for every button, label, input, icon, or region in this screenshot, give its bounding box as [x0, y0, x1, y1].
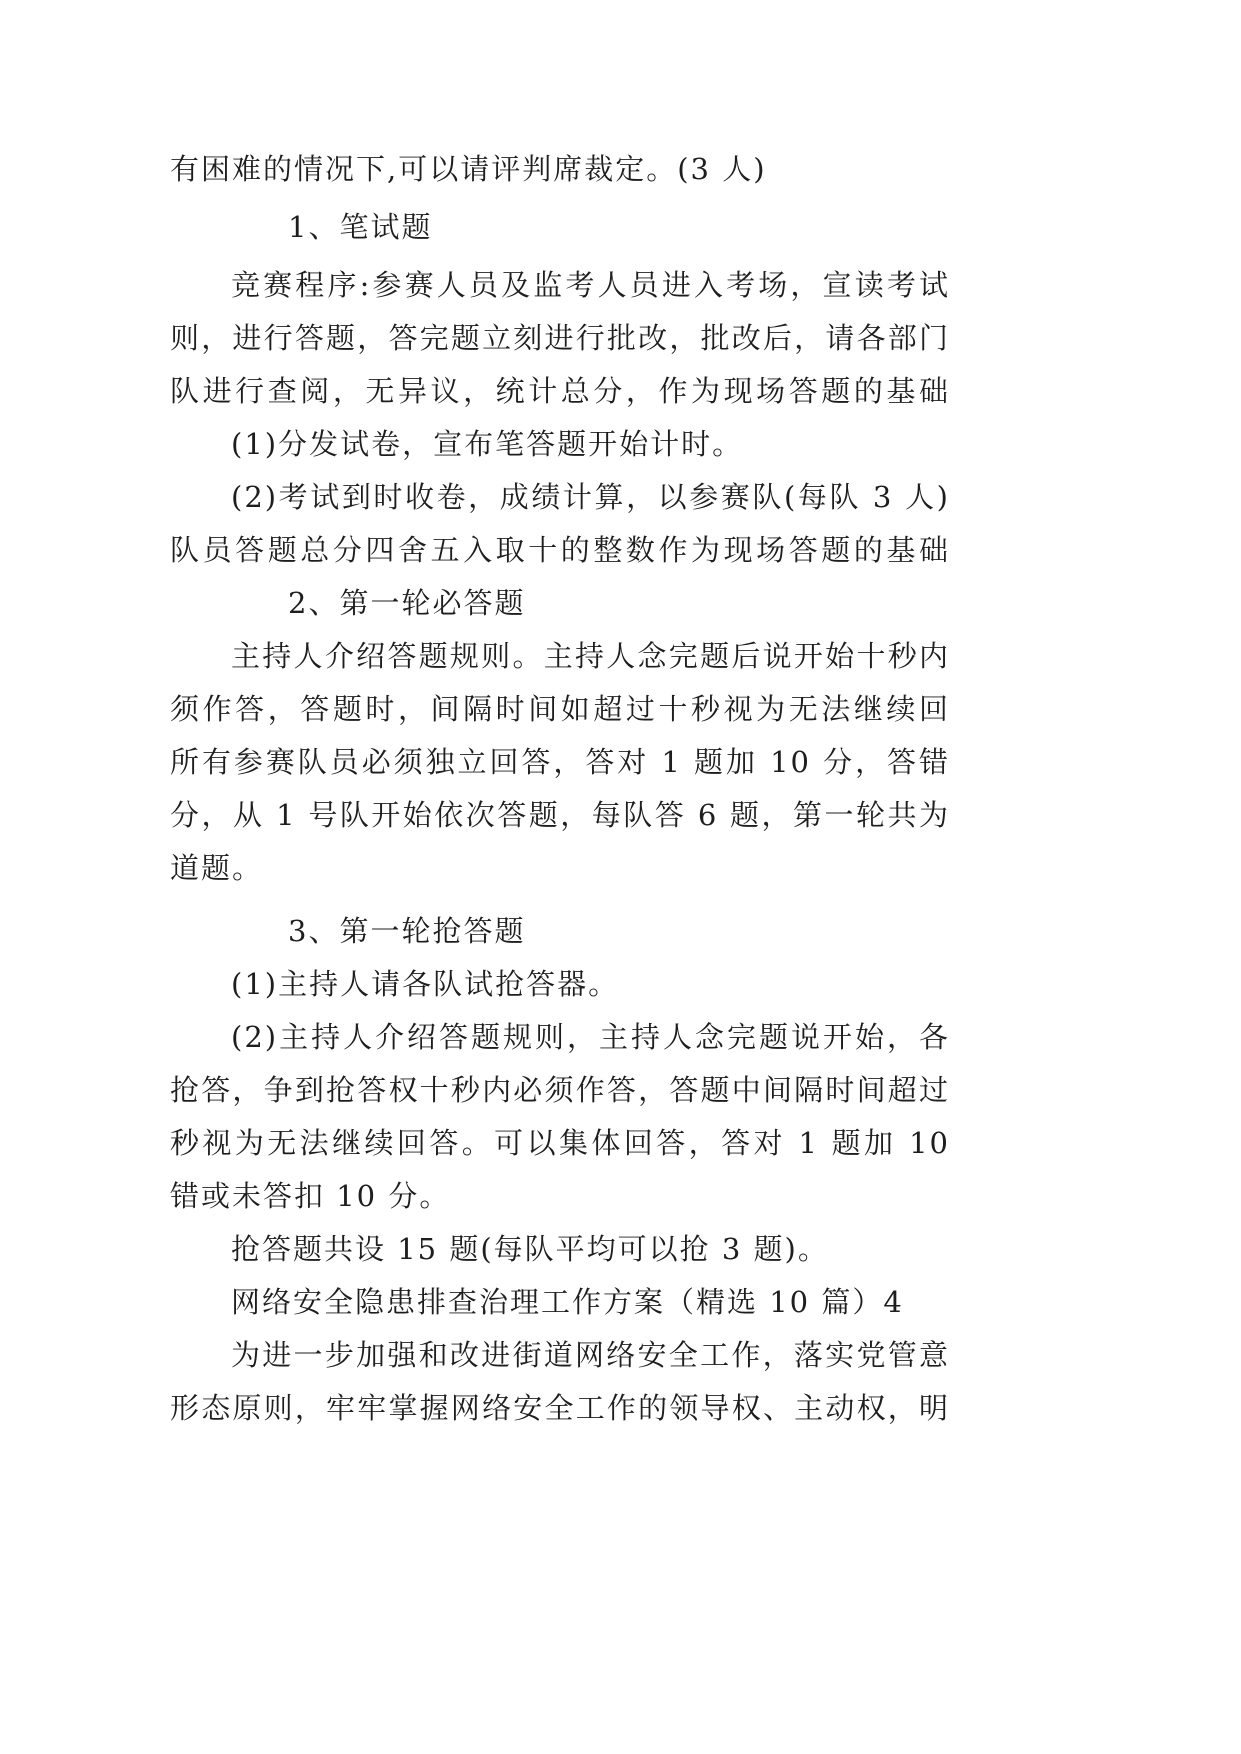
- text-line: 道题。: [170, 851, 264, 885]
- text-line: 竞赛程序:参赛人员及监考人员进入考场，宣读考试: [231, 268, 950, 302]
- section-heading-round-one-required: 2、第一轮必答题: [288, 586, 526, 620]
- text-line: 须作答，答题时，间隔时间如超过十秒视为无法继续回: [170, 692, 950, 726]
- text-line: (2)考试到时收卷，成绩计算，以参赛队(每队 3 人): [231, 480, 950, 514]
- text-line: 队员答题总分四舍五入取十的整数作为现场答题的基础: [170, 533, 950, 567]
- text-line: 为进一步加强和改进街道网络安全工作，落实党管意: [231, 1338, 950, 1372]
- text-line: (1)主持人请各队试抢答器。: [231, 967, 620, 1001]
- document-title-line: 网络安全隐患排查治理工作方案（精选 10 篇）4: [231, 1285, 904, 1319]
- text-line: 抢答题共设 15 题(每队平均可以抢 3 题)。: [231, 1232, 829, 1266]
- text-line: 分，从 1 号队开始依次答题，每队答 6 题，第一轮共为: [170, 798, 950, 832]
- text-line: 所有参赛队员必须独立回答，答对 1 题加 10 分，答错: [170, 745, 950, 779]
- section-heading-round-one-buzzer: 3、第一轮抢答题: [288, 914, 526, 948]
- section-heading-written-test: 1、笔试题: [288, 210, 433, 244]
- text-line: 有困难的情况下,可以请评判席裁定。(3 人): [170, 152, 767, 186]
- document-body: [170, 143, 950, 1435]
- text-line: 抢答，争到抢答权十秒内必须作答，答题中间隔时间超过: [170, 1073, 950, 1107]
- text-line: 形态原则，牢牢掌握网络安全工作的领导权、主动权，明: [170, 1391, 950, 1425]
- text-line: 队进行查阅，无异议，统计总分，作为现场答题的基础: [170, 374, 950, 408]
- text-line: 主持人介绍答题规则。主持人念完题后说开始十秒内: [231, 639, 950, 673]
- text-line: 秒视为无法继续回答。可以集体回答，答对 1 题加 10: [170, 1126, 950, 1160]
- text-line: (2)主持人介绍答题规则，主持人念完题说开始，各: [231, 1020, 950, 1054]
- text-line: 则，进行答题，答完题立刻进行批改，批改后，请各部门: [170, 321, 950, 355]
- text-line: (1)分发试卷，宣布笔答题开始计时。: [231, 427, 744, 461]
- text-line: 错或未答扣 10 分。: [170, 1179, 451, 1213]
